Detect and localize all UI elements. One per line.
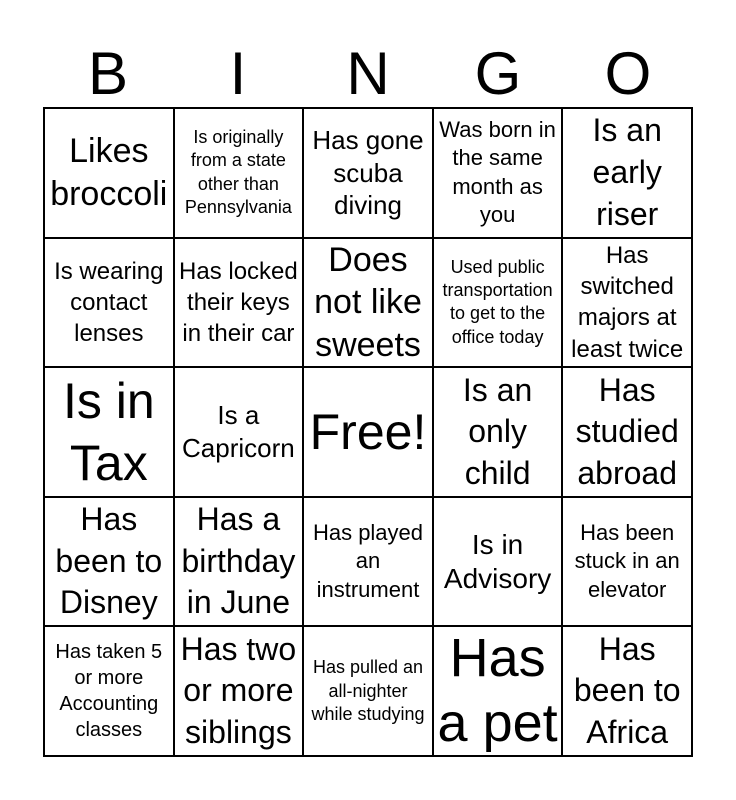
bingo-cell[interactable]	[562, 108, 692, 238]
cell-text: Is in Tax	[62, 372, 155, 491]
bingo-cell[interactable]	[174, 626, 304, 756]
cell-text: Is an early riser	[592, 112, 662, 232]
cell-text: Has studied abroad	[575, 371, 679, 491]
cell-text: Likes broccoli	[50, 132, 168, 213]
cell-text: Has a birthday in June	[181, 501, 296, 621]
bingo-cell[interactable]	[433, 497, 563, 627]
bingo-cell[interactable]	[303, 497, 433, 627]
cell-text: Has played an instrument	[312, 519, 424, 602]
bingo-cell[interactable]	[44, 497, 174, 627]
header-letter-b: B	[87, 40, 129, 107]
bingo-cell[interactable]	[44, 238, 174, 368]
bingo-cell[interactable]	[303, 108, 433, 238]
header-letter-o: O	[604, 40, 652, 107]
cell-text: Has been to Africa	[573, 630, 681, 750]
cell-text: Was born in the same month as you	[439, 116, 556, 228]
bingo-cell[interactable]	[433, 367, 563, 497]
cell-text: Has two or more siblings	[180, 630, 297, 750]
cell-text: Does not like sweets	[314, 240, 422, 364]
bingo-cell[interactable]	[174, 108, 304, 238]
bingo-cell[interactable]	[562, 367, 692, 497]
bingo-cell-free[interactable]	[303, 367, 433, 497]
bingo-cell[interactable]	[433, 626, 563, 756]
bingo-grid	[43, 107, 693, 757]
cell-text: Is a Capricorn	[182, 400, 295, 463]
bingo-cell[interactable]	[562, 238, 692, 368]
cell-text: Has been to Disney	[55, 501, 163, 621]
bingo-cell[interactable]	[174, 497, 304, 627]
cell-text: Has a pet	[437, 628, 558, 754]
bingo-cell[interactable]	[433, 238, 563, 368]
bingo-cell[interactable]	[44, 108, 174, 238]
cell-text: Has switched majors at least twice	[571, 242, 684, 363]
cell-text: Is originally from a state other than Pennsylvania	[184, 127, 292, 218]
bingo-cell[interactable]	[562, 626, 692, 756]
bingo-cell[interactable]	[44, 367, 174, 497]
bingo-header	[43, 42, 693, 106]
bingo-cell[interactable]	[174, 367, 304, 497]
cell-text: Is an only child	[462, 371, 533, 491]
bingo-cell[interactable]	[562, 497, 692, 627]
bingo-cell[interactable]	[433, 108, 563, 238]
cell-text: Has been stuck in an elevator	[574, 519, 680, 602]
bingo-cell[interactable]	[44, 626, 174, 756]
cell-text: Is wearing contact lenses	[54, 257, 164, 347]
cell-text: Has taken 5 or more Accounting classes	[55, 641, 163, 742]
cell-text: Is in Advisory	[443, 529, 552, 594]
cell-text: Free!	[309, 403, 427, 460]
header-letter-g: G	[474, 40, 522, 107]
header-letter-n: N	[346, 40, 390, 107]
cell-text: Has pulled an all-nighter while studying	[311, 657, 425, 724]
bingo-cell[interactable]	[303, 238, 433, 368]
cell-text: Has locked their keys in their car	[179, 257, 298, 347]
bingo-cell[interactable]	[303, 626, 433, 756]
bingo-cell[interactable]	[174, 238, 304, 368]
cell-text: Used public transportation to get to the office today	[442, 256, 553, 347]
cell-text: Has gone scuba diving	[312, 125, 424, 221]
header-letter-i: I	[229, 40, 247, 107]
